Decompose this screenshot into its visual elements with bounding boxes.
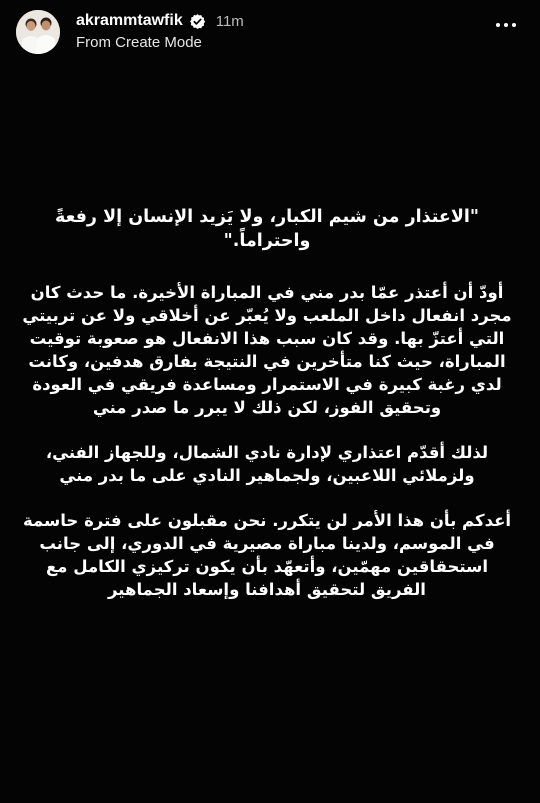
more-options-icon [496, 23, 500, 27]
more-options-icon-dot [504, 23, 508, 27]
story-paragraph: لذلك أقدّم اعتذاري لإدارة نادي الشمال، وللجهاز الفني، ولزملائي اللاعبين، ولجماهير النادي على ما بدر مني [45, 443, 489, 485]
post-timestamp: 11m [215, 12, 244, 30]
story-quote: "الاعتذار من شيم الكبار، ولا يَزيد الإنسان إلا رفعةً واحتراماً." [54, 207, 480, 251]
story-paragraph: أعدكم بأن هذا الأمر لن يتكرر. نحن مقبلون على فترة حاسمة في الموسم، ولدينا مباراة مصيرية في الدوري، إلى جانب استحقاقين مهمّين، وأتعهّد بأن يكون تركيزي الكامل مع الفريق لتحقيق أهدافنا وإسعاد الجماهير [22, 511, 512, 599]
username-row [76, 10, 244, 32]
profile-photo-icon[interactable] [16, 10, 60, 54]
story-paragraph: أودّ أن أعتذر عمّا بدر مني في المباراة الأخيرة. ما حدث كان مجرد انفعال داخل الملعب ولا يُعبّر عن أخلاقي ولا عن تربيتي التي أعتزّ بها. وقد كان سبب هذا الانفعال هو صعوبة توقيت المباراة، حيث كنا متأخرين في النتيجة بفارق هدفين، وكانت لدي رغبة كبيرة في الاستمرار ومساعدة فريقي في العودة وتحقيق الفوز، لكن ذلك لا يبرر ما صدر مني [22, 283, 512, 417]
more-options-icon-dot [512, 23, 516, 27]
more-options-button[interactable] [486, 10, 526, 40]
story-subtitle: From Create Mode [76, 34, 202, 51]
story-header [14, 6, 526, 56]
verified-badge-icon [189, 13, 206, 30]
username[interactable]: akrammtawfik [76, 12, 183, 29]
story-text [22, 205, 512, 623]
